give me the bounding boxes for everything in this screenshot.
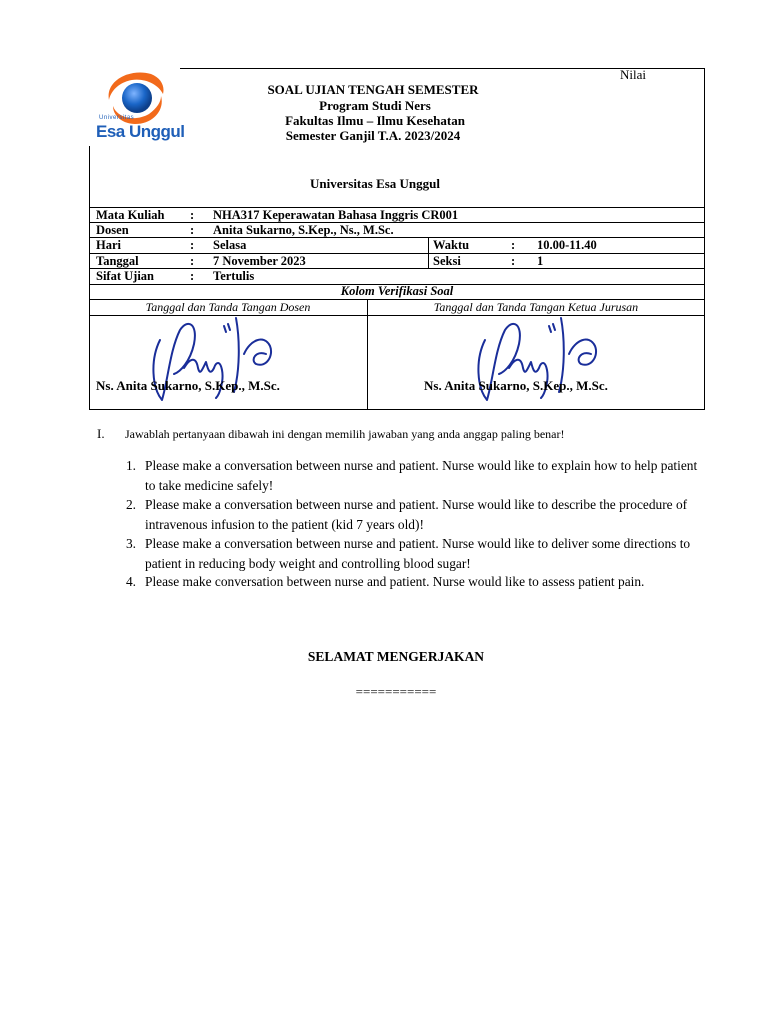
lecturer-name: Ns. Anita Sukarno, S.Kep., M.Sc.	[96, 378, 280, 393]
info-col-divider	[428, 237, 429, 268]
lecturer-sep: :	[190, 223, 195, 237]
date-value: 7 November 2023	[213, 254, 306, 268]
logo-name: Esa Unggul	[96, 122, 185, 141]
lecturer-label: Dosen	[96, 223, 129, 237]
verification-title: Kolom Verifikasi Soal	[340, 284, 454, 298]
course-label: Mata Kuliah	[96, 208, 165, 222]
program-name: Program Studi Ners	[319, 98, 431, 113]
time-sep: :	[511, 238, 516, 252]
question-text: Please make a conversation between nurse and patient. Nurse would like to describe the procedure of intravenous infusion to the patient (kid 7 years old)!	[145, 497, 688, 532]
exam-type-label: Sifat Ujian	[96, 269, 154, 283]
faculty-name: Fakultas Ilmu – Ilmu Kesehatan	[285, 113, 465, 128]
time-label: Waktu	[433, 238, 470, 252]
section-value: 1	[537, 254, 544, 268]
university-logo	[95, 66, 185, 146]
question-number: 2.	[125, 497, 136, 512]
closing-text: SELAMAT MENGERJAKAN	[307, 649, 485, 664]
question-text: Please make a conversation between nurse and patient. Nurse would like to deliver some directions to patient in reducing body weight and controlling blood sugar!	[145, 536, 691, 571]
frame-right	[704, 68, 705, 410]
closing-rule: ===========	[355, 684, 437, 699]
nilai-label: Nilai	[620, 67, 646, 82]
section-label: Seksi	[433, 254, 461, 268]
info-rule-5	[89, 268, 705, 269]
info-rule-4	[89, 253, 705, 254]
head-sign-caption: Tanggal dan Tanda Tangan Ketua Jurusan	[433, 300, 639, 314]
question-number: 1.	[125, 458, 136, 473]
question-text: Please make conversation between nurse and patient. Nurse would like to assess patient pain.	[145, 574, 645, 589]
university-name: Universitas Esa Unggul	[309, 176, 441, 191]
section-sep: :	[511, 254, 516, 268]
lecturer-sign-caption: Tanggal dan Tanda Tangan Dosen	[145, 300, 311, 314]
info-rule-3	[89, 237, 705, 238]
question-item	[120, 456, 700, 495]
question-item	[120, 495, 700, 534]
day-label: Hari	[96, 238, 121, 252]
exam-type-sep: :	[190, 269, 195, 283]
question-text: Please make a conversation between nurse and patient. Nurse would like to explain how to help patient to take medicine safely!	[145, 458, 698, 493]
question-item	[120, 572, 700, 592]
semester-label: Semester Ganjil T.A. 2023/2024	[285, 128, 461, 143]
question-number: 4.	[125, 574, 136, 589]
day-value: Selasa	[213, 238, 247, 252]
frame-bottom	[89, 409, 705, 410]
question-item	[120, 534, 700, 573]
verification-col-divider	[367, 299, 368, 410]
logo-small-text: Universitas	[99, 115, 135, 121]
section-instruction: Jawablah pertanyaan dibawah ini dengan memilih jawaban yang anda anggap paling benar!	[125, 427, 565, 441]
frame-top	[89, 68, 705, 69]
course-value: NHA317 Keperawatan Bahasa Inggris CR001	[213, 208, 459, 222]
date-sep: :	[190, 254, 195, 268]
lecturer-value: Anita Sukarno, S.Kep., Ns., M.Sc.	[213, 223, 394, 237]
exam-title: SOAL UJIAN TENGAH SEMESTER	[267, 82, 479, 97]
date-label: Tanggal	[96, 254, 139, 268]
section-numeral: I.	[97, 426, 105, 441]
question-number: 3.	[125, 536, 136, 551]
head-name: Ns. Anita Sukarno, S.Kep., M.Sc.	[424, 378, 608, 393]
exam-type-value: Tertulis	[213, 269, 255, 283]
course-sep: :	[190, 208, 195, 222]
day-sep: :	[190, 238, 195, 252]
info-rule-2	[89, 222, 705, 223]
time-value: 10.00-11.40	[537, 238, 597, 252]
